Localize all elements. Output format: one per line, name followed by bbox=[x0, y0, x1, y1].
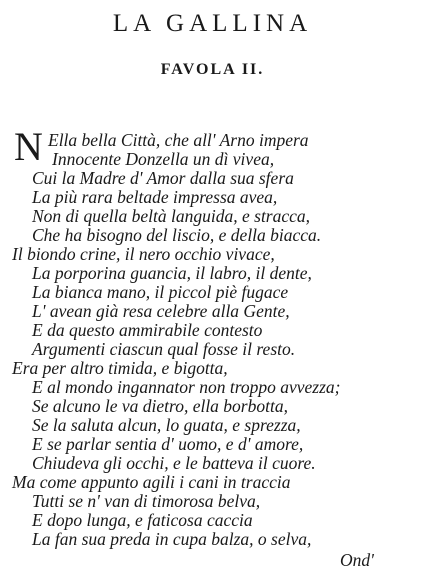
poem-line: L' avean già resa celebre alla Gente, bbox=[32, 301, 290, 321]
poem-line: Cui la Madre d' Amor dalla sua sfera bbox=[32, 168, 294, 188]
poem-line: Se la saluta alcun, lo guata, e sprezza, bbox=[32, 415, 301, 435]
poem-line: E da questo ammirabile contesto bbox=[32, 320, 263, 340]
drop-cap: N bbox=[14, 124, 43, 169]
poem-line: Innocente Donzella un dì vivea, bbox=[52, 149, 275, 169]
fable-subtitle: FAVOLA II. bbox=[160, 61, 265, 78]
poem-line: Chiudeva gli occhi, e le batteva il cuore. bbox=[32, 453, 316, 473]
poem-line: Il biondo crine, il nero occhio vivace, bbox=[12, 244, 275, 264]
poem-line: Ma come appunto agili i cani in traccia bbox=[12, 472, 291, 492]
poem-line: Tutti se n' van di timorosa belva, bbox=[32, 491, 261, 511]
poem-line: La bianca mano, il piccol piè fugace bbox=[32, 282, 289, 302]
poem-line: Era per altro timida, e bigotta, bbox=[12, 358, 228, 378]
poem-line: La porporina guancia, il labro, il dente, bbox=[32, 263, 312, 283]
poem-line: La fan sua preda in cupa balza, o selva, bbox=[32, 529, 312, 549]
poem-line: E dopo lunga, e faticosa caccia bbox=[32, 510, 253, 530]
poem-line: Argumenti ciascun qual fosse il resto. bbox=[32, 339, 296, 359]
poem-line: Che ha bisogno del liscio, e della biacca. bbox=[32, 225, 322, 245]
poem-line: Non di quella beltà languida, e stracca, bbox=[32, 206, 311, 226]
poem-line: La più rara beltade impressa avea, bbox=[32, 187, 278, 207]
catchword: Ond' bbox=[340, 550, 374, 570]
poem-line: Se alcuno le va dietro, ella borbotta, bbox=[32, 396, 288, 416]
page-title: LA GALLINA bbox=[112, 10, 313, 37]
poem-line: Ella bella Città, che all' Arno impera bbox=[48, 130, 309, 150]
poem-line: E se parlar sentia d' uomo, e d' amore, bbox=[32, 434, 304, 454]
poem-line: E al mondo ingannator non troppo avvezza; bbox=[32, 377, 341, 397]
